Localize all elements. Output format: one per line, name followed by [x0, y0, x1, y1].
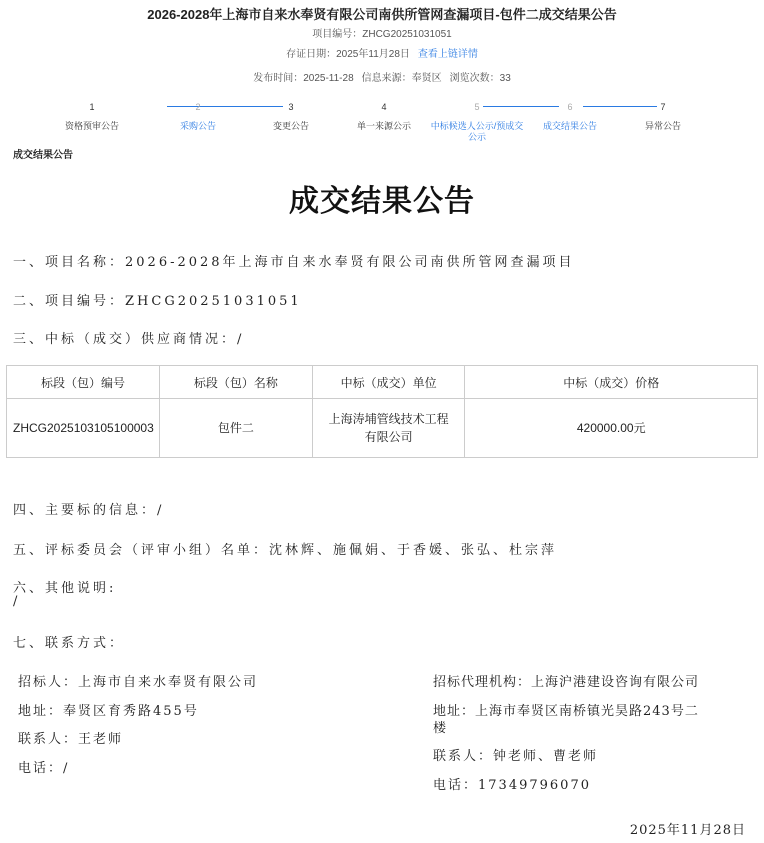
step-5[interactable] — [427, 100, 527, 143]
col-header-unit: 中标（成交）单位 — [312, 366, 465, 399]
publish-time-label: 发布时间： — [253, 73, 304, 84]
buyer-contact: 联系人：王老师 — [18, 732, 124, 747]
step-3 — [241, 100, 341, 132]
step-number: 4 — [381, 102, 387, 112]
step-label: 资格预审公告 — [64, 121, 119, 131]
buyer-name: 招标人：上海市自来水奉贤有限公司 — [18, 675, 259, 690]
step-2[interactable] — [148, 100, 248, 132]
step-7 — [613, 100, 713, 132]
col-header-name: 标段（包）名称 — [159, 366, 312, 399]
chain-detail-link[interactable]: 查看上链详情 — [417, 49, 478, 60]
step-6[interactable] — [520, 100, 620, 132]
step-1 — [42, 100, 142, 132]
step-label[interactable]: 成交结果公告 — [542, 121, 597, 131]
views-label: 浏览次数： — [449, 73, 500, 84]
step-number: 6 — [567, 102, 573, 112]
source-label: 信息来源： — [361, 73, 412, 84]
source-value: 奉贤区 — [411, 73, 442, 84]
deposit-line — [0, 45, 764, 60]
step-label[interactable]: 采购公告 — [179, 121, 216, 131]
buyer-phone: 电话：/ — [18, 761, 70, 776]
other-value: / — [13, 594, 21, 609]
cell-name: 包件二 — [159, 399, 312, 458]
step-4 — [334, 100, 434, 132]
project-code-value: ZHCG20251031051 — [362, 29, 452, 40]
project-code-line — [0, 25, 764, 40]
cell-unit-line1: 上海涛埔管线技术工程 — [328, 412, 449, 426]
signature-date: 2025年11月28日 — [629, 823, 746, 838]
other-label: 六、其他说明: — [13, 581, 117, 596]
step-label: 异常公告 — [644, 121, 681, 131]
step-number: 1 — [89, 102, 95, 112]
step-number: 7 — [660, 102, 666, 112]
step-number: 5 — [474, 102, 480, 112]
contact-heading: 七、联系方式： — [13, 636, 126, 651]
agency-address-line1: 地址：上海市奉贤区南桥镇光昊路243号二 — [433, 704, 699, 719]
process-steps — [40, 100, 740, 146]
agency-address-line2: 楼 — [433, 721, 449, 736]
cell-code: ZHCG2025103105100003 — [7, 399, 160, 458]
section-tag: 成交结果公告 — [13, 150, 73, 161]
meta-line — [0, 69, 764, 84]
cell-unit — [312, 399, 465, 458]
buyer-address: 地址：奉贤区育秀路455号 — [18, 704, 199, 719]
publish-time-value: 2025-11-28 — [303, 73, 354, 84]
agency-phone: 电话：17349796070 — [433, 778, 591, 793]
step-number: 2 — [195, 102, 201, 112]
agency-contact: 联系人：钟老师、曹老师 — [433, 749, 599, 764]
table-header-row — [7, 366, 758, 399]
project-name-item: 一、项目名称：2026-2028年上海市自来水奉贤有限公司南供所管网查漏项目 — [13, 255, 575, 270]
deposit-date-label: 存证日期： — [286, 49, 337, 60]
step-number: 3 — [288, 102, 294, 112]
step-label[interactable]: 中标候选人公示/预成交公示 — [430, 121, 524, 142]
agency-name: 招标代理机构：上海沪港建设咨询有限公司 — [433, 675, 700, 690]
supplier-item: 三、中标（成交）供应商情况：/ — [13, 332, 245, 347]
views-value: 33 — [499, 73, 511, 84]
project-code-item: 二、项目编号：ZHCG20251031051 — [13, 294, 302, 309]
committee-item: 五、评标委员会（评审小组）名单：沈林辉、施佩娟、于香媛、张弘、杜宗萍 — [13, 543, 558, 558]
table-row — [7, 399, 758, 458]
deposit-date-value: 2025年11月28日 — [336, 49, 410, 60]
award-table — [6, 365, 758, 458]
project-code-label: 项目编号： — [312, 29, 363, 40]
main-info-item: 四、主要标的信息：/ — [13, 503, 165, 518]
announcement-title: 2026-2028年上海市自来水奉贤有限公司南供所管网查漏项目-包件二成交结果公告 — [147, 7, 617, 22]
step-label: 单一来源公示 — [356, 121, 411, 131]
col-header-code: 标段（包）编号 — [7, 366, 160, 399]
cell-price: 420000.00元 — [465, 399, 758, 458]
step-label: 变更公告 — [272, 121, 309, 131]
cell-unit-line2: 有限公司 — [364, 430, 413, 444]
col-header-price: 中标（成交）价格 — [465, 366, 758, 399]
document-title: 成交结果公告 — [289, 185, 475, 218]
